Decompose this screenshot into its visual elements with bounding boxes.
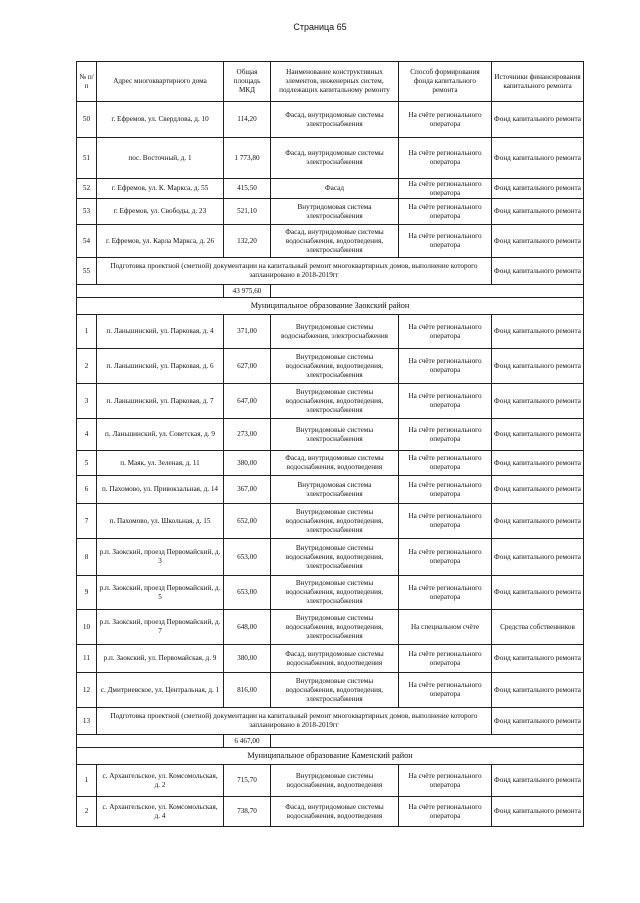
row-funding-source: Фонд капитального ремонта: [492, 797, 584, 827]
total-empty-cell: [77, 735, 224, 748]
row-number: 4: [77, 419, 97, 451]
row-funding-source: Фонд капитального ремонта: [492, 673, 584, 708]
row-works: Внутридомовые системы водоснабжения, электроснабжения: [271, 315, 399, 349]
header-fund-method: Способ формирования фонда капитального ремонта: [399, 62, 492, 102]
row-fund-method: На счёте регионального оператора: [399, 349, 492, 384]
row-fund-method: На счёте регионального оператора: [399, 539, 492, 576]
row-number: 1: [77, 315, 97, 349]
total-area: 43 975,60: [224, 285, 271, 298]
row-number: 3: [77, 384, 97, 419]
row-funding-source: Фонд капитального ремонта: [492, 708, 584, 735]
row-works: Внутридомовые системы электроснабжения: [271, 419, 399, 451]
table-row: [77, 797, 584, 827]
row-address: п. Ланьшинский, ул. Парковая, д. 6: [97, 349, 224, 384]
row-fund-method: На счёте регионального оператора: [399, 384, 492, 419]
row-address: с. Дмитриевское, ул. Центральная, д. 1: [97, 673, 224, 708]
row-number: 12: [77, 673, 97, 708]
table-row: [77, 539, 584, 576]
row-fund-method: На счёте регионального оператора: [399, 476, 492, 504]
row-area: 1 773,80: [224, 138, 271, 179]
row-area: 627,00: [224, 349, 271, 384]
table-row-design-docs: [77, 708, 584, 735]
row-address: п. Ланьшинский, ул. Парковая, д. 7: [97, 384, 224, 419]
row-area: 380,00: [224, 451, 271, 476]
row-address: р.п. Заокский, ул. Первомайская, д. 9: [97, 645, 224, 673]
row-works: Внутридомовые системы водоснабжения, водоотведения: [271, 765, 399, 797]
row-address: п. Пахомово, ул. Привокзальная, д. 14: [97, 476, 224, 504]
section-heading: Муниципальное образование Заокский район: [77, 298, 584, 315]
row-funding-source: Фонд капитального ремонта: [492, 765, 584, 797]
row-number: 9: [77, 576, 97, 610]
section-heading: Муниципальное образование Каменский район: [77, 748, 584, 765]
row-number: 10: [77, 610, 97, 645]
row-fund-method: На счёте регионального оператора: [399, 315, 492, 349]
row-number: 51: [77, 138, 97, 179]
table-row: [77, 645, 584, 673]
row-number: 5: [77, 451, 97, 476]
row-area: 652,00: [224, 504, 271, 539]
row-funding-source: Фонд капитального ремонта: [492, 451, 584, 476]
row-number: 1: [77, 765, 97, 797]
row-address: р.п. Заокский, проезд Первомайский, д. 5: [97, 576, 224, 610]
row-area: 648,00: [224, 610, 271, 645]
section-heading-row: [77, 298, 584, 315]
row-number: 2: [77, 797, 97, 827]
row-fund-method: На счёте регионального оператора: [399, 451, 492, 476]
row-fund-method: На счёте регионального оператора: [399, 576, 492, 610]
table-row-total: [77, 285, 584, 298]
row-funding-source: Фонд капитального ремонта: [492, 419, 584, 451]
row-number: 55: [77, 258, 97, 285]
row-number: 11: [77, 645, 97, 673]
row-fund-method: На счёте регионального оператора: [399, 419, 492, 451]
row-area: 367,00: [224, 476, 271, 504]
row-works: Внутридомовые системы водоснабжения, водоотведения, электроснабжения: [271, 610, 399, 645]
row-address: пос. Восточный, д. 1: [97, 138, 224, 179]
row-address: г. Ефремов, ул. Свободы, д. 23: [97, 199, 224, 225]
row-works: Фасад, внутридомовые системы электроснабжения: [271, 102, 399, 138]
table-row-total: [77, 735, 584, 748]
row-funding-source: Фонд капитального ремонта: [492, 476, 584, 504]
row-address: с. Архангельское, ул. Комсомольская, д. 4: [97, 797, 224, 827]
row-funding-source: Фонд капитального ремонта: [492, 539, 584, 576]
row-number: 8: [77, 539, 97, 576]
row-area: 816,00: [224, 673, 271, 708]
table-row: [77, 199, 584, 225]
row-number: 6: [77, 476, 97, 504]
table-row: [77, 102, 584, 138]
row-funding-source: Фонд капитального ремонта: [492, 384, 584, 419]
row-area: 647,00: [224, 384, 271, 419]
row-works: Внутридомовая система электроснабжения: [271, 476, 399, 504]
row-address: п. Ланьшинский, ул. Парковая, д. 4: [97, 315, 224, 349]
table-row: [77, 765, 584, 797]
row-works: Внутридомовая система электроснабжения: [271, 199, 399, 225]
row-funding-source: Фонд капитального ремонта: [492, 315, 584, 349]
table-row: [77, 451, 584, 476]
row-address: г. Ефремов, ул. Свердлова, д. 10: [97, 102, 224, 138]
row-fund-method: На счёте регионального оператора: [399, 673, 492, 708]
total-empty-cell: [77, 285, 224, 298]
table-row: [77, 349, 584, 384]
row-area: 653,00: [224, 539, 271, 576]
table-row: [77, 419, 584, 451]
total-empty-cell: [271, 735, 584, 748]
row-number: 52: [77, 179, 97, 199]
capital-repair-table: [76, 61, 584, 827]
row-works: Фасад: [271, 179, 399, 199]
row-area: 415,50: [224, 179, 271, 199]
row-works: Внутридомовые системы водоснабжения, водоотведения, электроснабжения: [271, 673, 399, 708]
row-works: Внутридомовые системы водоснабжения, водоотведения, электроснабжения: [271, 384, 399, 419]
row-address: п. Маяк, ул. Зеленая, д. 11: [97, 451, 224, 476]
header-number: № п/п: [77, 62, 97, 102]
table-row: [77, 673, 584, 708]
row-fund-method: На счёте регионального оператора: [399, 797, 492, 827]
row-fund-method: На счёте регионального оператора: [399, 199, 492, 225]
table-row: [77, 225, 584, 258]
row-fund-method: На счёте регионального оператора: [399, 765, 492, 797]
table-row: [77, 384, 584, 419]
row-works: Фасад, внутридомовые системы водоснабжения, водоотведения: [271, 797, 399, 827]
row-works: Фасад, внутридомовые системы электроснабжения: [271, 138, 399, 179]
row-fund-method: На счёте регионального оператора: [399, 138, 492, 179]
row-works: Фасад, внутридомовые системы водоснабжения, водоотведения: [271, 645, 399, 673]
row-address: п. Пахомово, ул. Школьная, д. 15: [97, 504, 224, 539]
row-area: 521,10: [224, 199, 271, 225]
row-fund-method: На счёте регионального оператора: [399, 225, 492, 258]
row-address: с. Архангельское, ул. Комсомольская, д. 2: [97, 765, 224, 797]
header-funding-source: Источники финансирования капитального ремонта: [492, 62, 584, 102]
row-fund-method: На счёте регионального оператора: [399, 179, 492, 199]
row-address: п. Ланьшинский, ул. Советская, д. 9: [97, 419, 224, 451]
row-area: 273,00: [224, 419, 271, 451]
row-funding-source: Фонд капитального ремонта: [492, 179, 584, 199]
row-fund-method: На счёте регионального оператора: [399, 102, 492, 138]
row-works: Фасад, внутридомовые системы водоснабжения, водоотведения, электроснабжения: [271, 225, 399, 258]
row-fund-method: На специальном счёте: [399, 610, 492, 645]
row-area: 653,00: [224, 576, 271, 610]
row-fund-method: На счёте регионального оператора: [399, 645, 492, 673]
row-design-docs-text: Подготовка проектной (сметной) документации на капитальный ремонт многоквартирных домов, выполнение которого запланировано в 2018-2019гг: [97, 708, 492, 735]
row-number: 13: [77, 708, 97, 735]
row-area: 715,70: [224, 765, 271, 797]
row-funding-source: Фонд капитального ремонта: [492, 576, 584, 610]
header-address: Адрес многоквартирного дома: [97, 62, 224, 102]
row-area: 738,70: [224, 797, 271, 827]
row-address: г. Ефремов, ул. Карла Маркса, д. 26: [97, 225, 224, 258]
page-header: Страница 65: [293, 22, 347, 32]
row-address: г. Ефремов, ул. К. Маркса, д. 55: [97, 179, 224, 199]
row-works: Внутридомовые системы водоснабжения, водоотведения, электроснабжения: [271, 504, 399, 539]
row-funding-source: Фонд капитального ремонта: [492, 199, 584, 225]
row-funding-source: Фонд капитального ремонта: [492, 138, 584, 179]
row-works: Внутридомовые системы водоснабжения, водоотведения, электроснабжения: [271, 576, 399, 610]
total-area: 6 467,00: [224, 735, 271, 748]
row-works: Внутридомовые системы водоснабжения, водоотведения, электроснабжения: [271, 539, 399, 576]
table-body: [77, 102, 584, 827]
section-heading-row: [77, 748, 584, 765]
row-funding-source: Фонд капитального ремонта: [492, 504, 584, 539]
table-row: [77, 576, 584, 610]
header-works: Наименование конструктивных элементов, инженерных систем, подлежащих капитальному ремонту: [271, 62, 399, 102]
row-funding-source: Фонд капитального ремонта: [492, 645, 584, 673]
row-funding-source: Фонд капитального ремонта: [492, 258, 584, 285]
table-header-row: [77, 62, 584, 102]
table-row: [77, 138, 584, 179]
row-funding-source: Фонд капитального ремонта: [492, 102, 584, 138]
row-area: 371,00: [224, 315, 271, 349]
row-number: 54: [77, 225, 97, 258]
row-works: Фасад, внутридомовые системы водоснабжения, водоотведения: [271, 451, 399, 476]
table-row-design-docs: [77, 258, 584, 285]
table-row: [77, 179, 584, 199]
row-number: 7: [77, 504, 97, 539]
table-row: [77, 610, 584, 645]
table-row: [77, 315, 584, 349]
table-row: [77, 504, 584, 539]
row-area: 380,00: [224, 645, 271, 673]
row-number: 53: [77, 199, 97, 225]
row-works: Внутридомовые системы водоснабжения, водоотведения, электроснабжения: [271, 349, 399, 384]
total-empty-cell: [271, 285, 584, 298]
header-area: Общая площадь МКД: [224, 62, 271, 102]
row-number: 50: [77, 102, 97, 138]
table-row: [77, 476, 584, 504]
row-area: 114,20: [224, 102, 271, 138]
row-design-docs-text: Подготовка проектной (сметной) документации на капитальный ремонт многоквартирных домов, выполнение которого запланировано в 2018-2019гг: [97, 258, 492, 285]
row-funding-source: Средства собственников: [492, 610, 584, 645]
row-funding-source: Фонд капитального ремонта: [492, 349, 584, 384]
row-address: р.п. Заокский, проезд Первомайский, д. 7: [97, 610, 224, 645]
row-number: 2: [77, 349, 97, 384]
row-fund-method: На счёте регионального оператора: [399, 504, 492, 539]
row-address: р.п. Заокский, проезд Первомайский, д. 3: [97, 539, 224, 576]
row-funding-source: Фонд капитального ремонта: [492, 225, 584, 258]
row-area: 132,20: [224, 225, 271, 258]
